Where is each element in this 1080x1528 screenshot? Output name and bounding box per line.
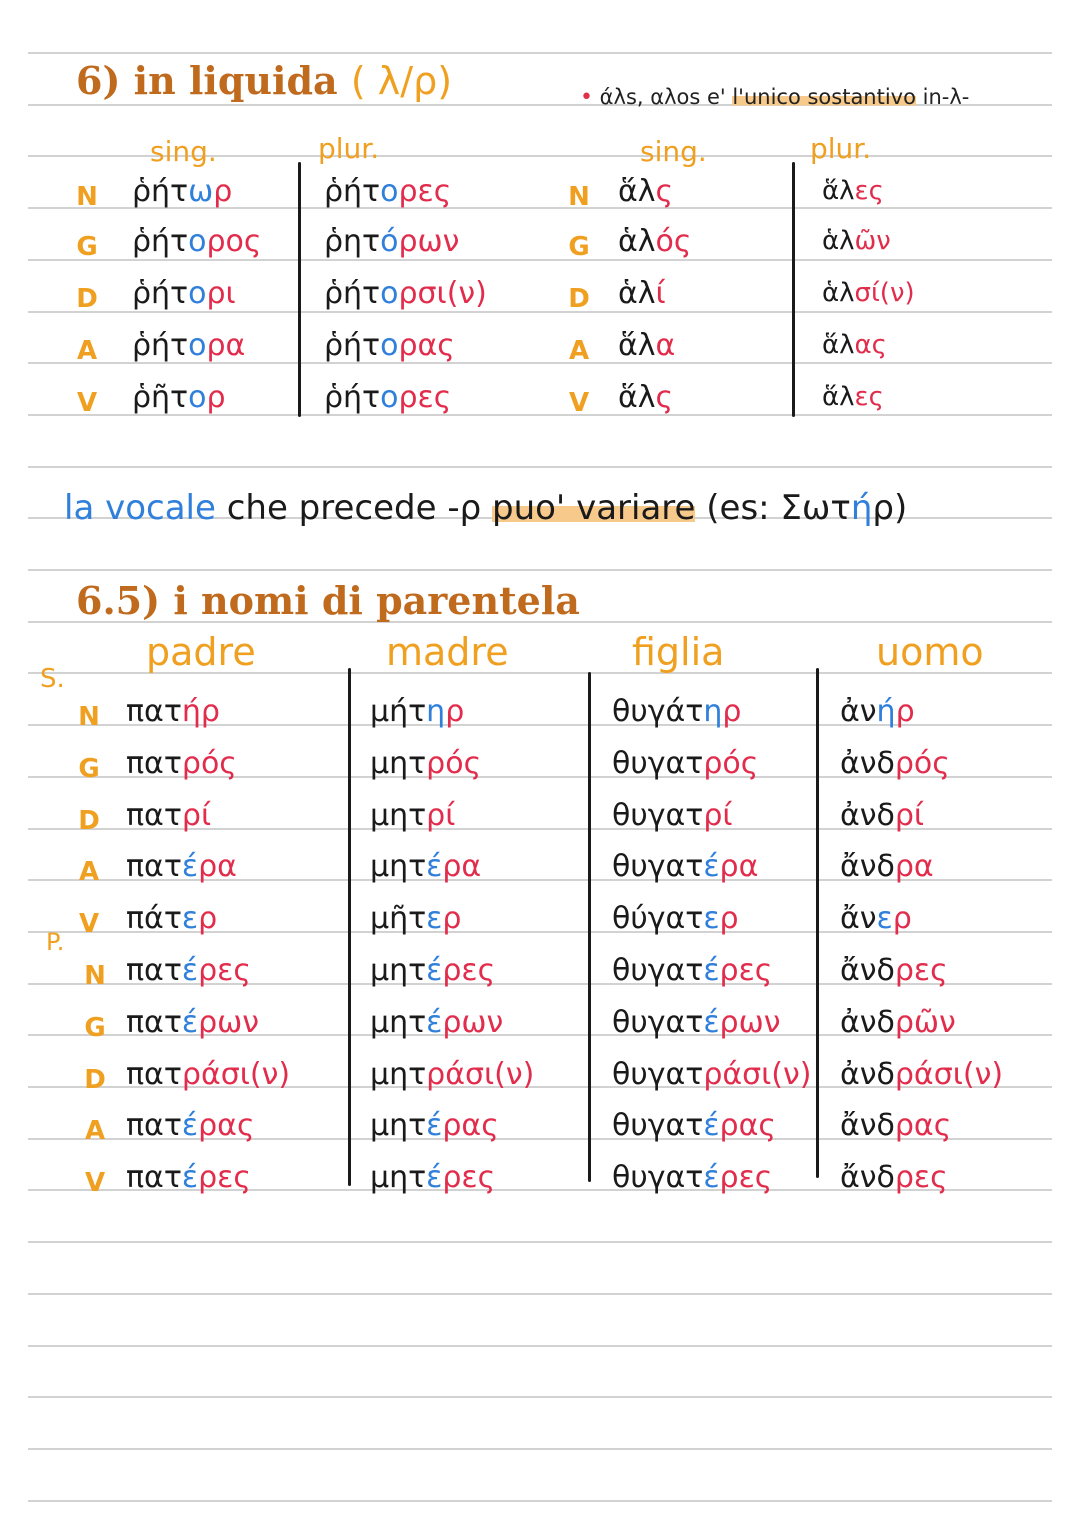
rhetor-case-label: A [76,336,98,366]
kin-form [612,849,758,884]
section-paren: ( λ/ρ) [350,59,453,103]
form-stem: μητ [370,849,427,885]
kin-separator-1 [348,668,351,1186]
rule-line [28,1500,1052,1502]
form-vowel: ο [188,380,207,415]
form-stem: μήτ [370,694,427,729]
form-stem: ἄνδ [840,849,895,885]
form-ending: ρ [213,174,233,209]
form-vowel: ο [380,276,399,311]
kin-form [126,1005,259,1040]
form-stem: ἀνδ [840,745,895,781]
form-stem: ἁλ [618,276,656,311]
kin-form [840,746,950,781]
kin-case-label: N [84,961,106,991]
form-vowel: ή [876,694,896,729]
form-vowel: ο [188,224,207,259]
form-ending: ρ [198,901,218,937]
kin-form [126,901,217,936]
form-stem: θυγατ [612,953,704,988]
form-stem: θύγατ [612,901,704,937]
form-stem: μητ [370,745,427,781]
form-vowel: έ [703,1160,720,1196]
form-ending: ράσι(ν) [703,1056,812,1092]
form-ending: ρες [198,1160,251,1196]
form-ending: ρα [719,849,759,885]
form-ending: ρί [181,797,212,833]
kin-form [126,849,237,884]
form-ending: ρες [398,174,452,209]
rhetor-plur-form [324,276,487,311]
kin-form [126,1108,255,1143]
form-stem: θυγατ [612,849,704,885]
form-ending: ρας [719,1108,776,1144]
hals-sing-form [618,224,692,259]
hals-plur-form [822,226,891,256]
form-vowel: έ [181,849,199,885]
form-ending: ρα [442,849,482,885]
form-stem: ῥήτ [132,224,189,259]
form-stem: πατ [126,745,182,781]
rule-line [28,569,1052,571]
form-stem: πάτ [126,901,182,937]
rhetor-sing-form [132,174,232,209]
form-stem: θυγατ [612,797,704,833]
form-vowel: έ [181,1160,199,1196]
kin-case-label: V [84,1168,106,1199]
form-stem: ἀνδ [840,1004,895,1040]
form-ending: ρ [895,694,915,729]
form-ending: ράσι(ν) [426,1056,535,1092]
kin-form [612,694,741,729]
form-vowel: έ [703,1004,720,1040]
kin-form [370,798,455,833]
form-ending: ρων [442,1004,504,1040]
form-stem: ἅλ [618,328,656,363]
kin-case-label: N [78,702,100,732]
form-stem: θυγατ [612,1160,704,1196]
form-stem: θυγατ [612,1108,704,1144]
form-ending: ρες [442,1160,496,1196]
form-stem: ῥήτ [324,380,381,415]
form-ending: ρες [719,1160,773,1196]
kin-form [612,798,733,833]
form-stem: ῥῆτ [132,380,189,415]
form-stem: μητ [370,953,427,988]
hals-case-label: V [568,388,590,418]
form-ending: ρι [206,276,236,311]
form-ending: ρες [719,953,773,988]
form-ending: ρες [894,1160,948,1196]
rhetor-case-label: D [76,284,98,314]
hals-case-label: D [568,284,590,314]
kin-header-3: uomo [876,630,984,674]
rule-line [28,1345,1052,1347]
form-stem: θυγατ [612,1056,704,1092]
form-ending: ρα [206,328,246,363]
form-vowel: έ [181,953,199,988]
hals-sing-form [618,276,666,311]
singular-marker: S. [40,664,65,694]
bullet-dot: • [580,85,593,110]
kin-form [126,746,237,781]
hals-sing-form [618,174,673,209]
form-ending: ρός [703,745,759,781]
hals-case-label: N [568,182,590,212]
form-ending: ες [854,382,884,412]
form-stem: ἀν [840,694,877,729]
form-ending: ρων [719,1004,781,1040]
form-stem: ῥήτ [132,276,189,311]
section-title: in liquida [133,58,338,103]
form-ending: ί [655,276,666,311]
rhetor-plur-form [324,224,459,259]
form-stem: ἀνδ [840,1056,895,1092]
rhetor-case-label: V [76,388,98,418]
form-ending: ρας [442,1108,499,1144]
kin-form [840,1108,951,1143]
kin-case-label: D [84,1064,106,1095]
kin-form [370,953,495,988]
form-vowel: ο [188,276,207,311]
kin-case-label: A [78,857,100,888]
form-stem: ἀνδ [840,797,895,833]
kin-header-2: figlia [632,630,725,674]
form-ending: ός [655,224,692,259]
hals-sing-label: sing. [640,135,707,168]
form-vowel: έ [426,1160,443,1196]
kin-header-1: madre [386,630,509,674]
rule-line [28,1396,1052,1398]
kin-form [840,694,915,729]
sentence-vowel: ή [850,488,873,528]
hals-plur-label: plur. [810,132,872,165]
form-vowel: έ [181,1108,199,1144]
kin-form [370,1005,503,1040]
form-ending: ρων [198,1004,260,1040]
form-stem: ἅλ [618,380,656,415]
section2-heading: 6.5) i nomi di parentela [76,578,580,623]
kin-form [840,953,948,988]
form-vowel: έ [703,849,720,885]
rule-line [28,52,1052,54]
rule-line [28,1241,1052,1243]
hals-plur-form [822,278,915,308]
form-ending: ρας [198,1108,255,1144]
kin-form [840,1005,956,1040]
form-ending: ρός [426,745,482,781]
section-heading [76,58,452,103]
rhetor-sing-form [132,380,226,415]
kin-form [126,1160,251,1195]
kin-form [126,694,220,729]
form-stem: πατ [126,953,182,988]
form-stem: πατ [126,797,182,833]
form-stem: ῥήτ [324,276,381,311]
kin-form [612,953,772,988]
kin-case-label: D [78,805,100,836]
kin-form [370,849,481,884]
form-vowel: ό [380,224,399,259]
note-before: άλs, αλos e' [599,85,733,109]
form-stem: ἁλ [822,226,855,256]
rule-line [28,311,1052,313]
form-vowel: ο [380,174,399,209]
form-stem: ἄνδ [840,1108,895,1144]
kin-form [840,901,912,936]
kin-form [370,746,481,781]
form-stem: πατ [126,694,182,729]
form-vowel: ο [380,380,399,415]
form-ending: ρες [198,953,251,988]
kin-form [126,1057,290,1092]
form-ending: ρῶν [894,1004,956,1040]
form-ending: ρί [703,797,733,833]
kin-case-label: G [84,1012,106,1043]
kin-form [612,1005,780,1040]
form-stem: ῥητ [324,224,381,259]
kin-separator-2 [588,672,591,1182]
rule-line [28,466,1052,468]
form-stem: ἁλ [618,224,656,259]
rhetor-sing-form [132,276,236,311]
hals-case-label: G [568,232,590,262]
form-ending: ρας [894,1108,952,1144]
form-stem: πατ [126,1056,182,1092]
kin-form [612,746,758,781]
form-stem: μητ [370,1160,427,1196]
kin-form [370,1108,499,1143]
form-ending: ρ [892,901,912,937]
rhetor-sing-label: sing. [150,135,217,168]
form-ending: ρσι(ν) [398,276,487,311]
form-vowel: ε [703,901,720,937]
sentence-blue: la vocale [64,488,216,528]
form-ending: ρα [198,849,237,885]
form-ending: ες [854,176,884,206]
vowel-note-sentence [64,488,907,528]
form-stem: μητ [370,1004,427,1040]
kin-form [370,694,464,729]
sentence-after: (es: Σωτ [695,488,851,528]
form-ending: σί(ν) [854,278,915,308]
kin-form [126,953,251,988]
form-vowel: ε [426,901,443,937]
form-stem: ῥήτ [132,328,189,363]
form-stem: ἅλ [618,174,656,209]
form-ending: ρος [206,224,262,259]
form-stem: μητ [370,797,427,833]
sentence-close: ρ) [872,488,908,528]
rhetor-separator [298,162,301,417]
kin-form [126,798,211,833]
form-vowel: έ [426,1108,443,1144]
note-after: in-λ- [915,85,970,109]
kin-form [370,1160,495,1195]
kin-header-0: padre [146,630,256,674]
kin-form [840,1057,1003,1092]
hals-plur-form [822,330,887,360]
form-vowel: ε [876,901,893,937]
rhetor-case-label: G [76,232,98,262]
form-ending: ρ [206,380,226,415]
rhetor-plur-form [324,328,455,363]
form-vowel: έ [426,953,443,988]
form-stem: ῥήτ [132,174,189,209]
form-ending: ς [655,174,674,209]
section-number: 6) [76,58,121,103]
kin-form [612,1160,772,1195]
form-stem: ἁλ [822,278,855,308]
rule-line [28,1293,1052,1295]
form-vowel: έ [181,1004,199,1040]
hals-case-label: A [568,336,590,366]
kin-separator-3 [816,668,819,1178]
kin-case-label: A [84,1116,106,1147]
form-stem: ἄν [840,901,877,937]
hals-sing-form [618,380,673,415]
form-ending: ς [655,380,674,415]
form-ending: ρ [442,901,462,937]
kin-case-label: G [78,753,100,784]
kin-form [370,1057,534,1092]
form-ending: ρων [398,224,460,259]
rhetor-plur-label: plur. [318,132,380,165]
form-stem: πατ [126,1160,182,1196]
hals-sing-form [618,328,675,363]
rhetor-sing-form [132,328,245,363]
form-vowel: ω [188,174,214,209]
rhetor-plur-form [324,174,451,209]
form-ending: ρες [894,953,948,988]
form-ending: ρί [894,797,925,833]
form-ending: ρ [445,694,465,729]
form-ending: ράσι(ν) [894,1056,1004,1092]
form-stem: ἅλ [822,330,855,360]
kin-form [840,849,934,884]
side-note [580,85,969,110]
hals-plur-form [822,382,884,412]
form-ending: α [655,328,676,363]
form-vowel: έ [426,1004,443,1040]
sentence-text: che precede -ρ [215,488,492,528]
form-stem: μητ [370,1108,427,1144]
form-ending: ρες [398,380,452,415]
form-vowel: ο [380,328,399,363]
form-ending: ρός [894,745,950,781]
form-ending: ρί [426,797,456,833]
note-highlight: l'unico sostantivo [732,85,916,109]
form-stem: θυγάτ [612,694,704,729]
rhetor-plur-form [324,380,451,415]
form-stem: πατ [126,1004,182,1040]
form-ending: ρα [894,849,934,885]
hals-separator [792,162,795,417]
kin-form [840,798,924,833]
form-stem: ἄνδ [840,1160,895,1196]
rhetor-case-label: N [76,182,98,212]
form-vowel: έ [703,953,720,988]
kin-form [612,901,739,936]
form-vowel: έ [426,849,443,885]
form-ending: ας [854,330,887,360]
form-ending: ῶν [854,226,891,256]
form-vowel: η [426,694,446,729]
form-stem: ῥήτ [324,328,381,363]
form-stem: ἅλ [822,176,855,206]
form-ending: ρ [719,901,739,937]
rule-line [28,1448,1052,1450]
form-stem: πατ [126,849,182,885]
plural-marker: P. [46,928,65,956]
rule-line [28,259,1052,261]
form-ending: ράσι(ν) [181,1056,291,1092]
sentence-highlight: puo' variare [492,488,696,528]
form-ending: ρες [442,953,496,988]
form-stem: θυγατ [612,1004,704,1040]
form-stem: θυγατ [612,745,704,781]
form-stem: ῥήτ [324,174,381,209]
form-stem: μητ [370,1056,427,1092]
kin-case-label: V [78,909,100,940]
kin-form [612,1057,811,1092]
form-stem: πατ [126,1108,182,1144]
kin-form [370,901,461,936]
form-stem: ἅλ [822,382,855,412]
form-stem: μῆτ [370,901,427,937]
form-vowel: έ [703,1108,720,1144]
rhetor-sing-form [132,224,262,259]
kin-form [612,1108,776,1143]
form-ending: ρός [181,745,237,781]
form-ending: ήρ [181,694,220,729]
form-vowel: ε [181,901,199,937]
form-vowel: ο [188,328,207,363]
form-ending: ρας [398,328,455,363]
form-stem: ἄνδ [840,953,895,988]
kin-form [840,1160,948,1195]
form-ending: ρ [722,694,742,729]
hals-plur-form [822,176,884,206]
form-vowel: η [703,694,723,729]
